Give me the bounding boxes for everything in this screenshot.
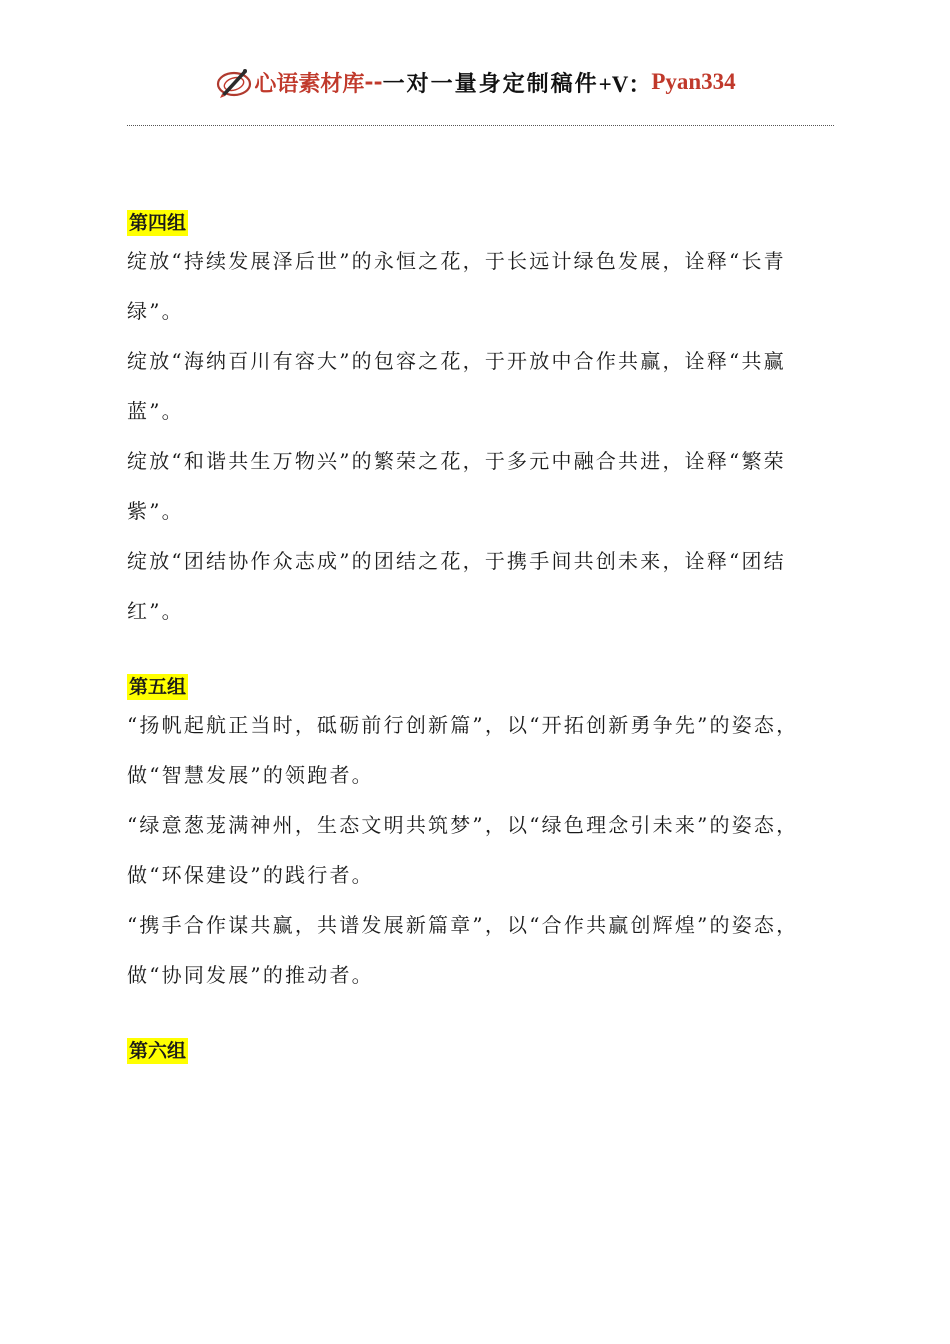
header-line (214, 64, 735, 100)
header-divider (127, 125, 834, 126)
paragraph: 绽放“团结协作众志成”的团结之花，于携手间共创未来，诠释“团结红”。 (127, 549, 786, 623)
section-title: 第四组 (129, 212, 187, 234)
document-body (127, 210, 837, 1064)
paragraph: 绽放“和谐共生万物兴”的繁荣之花，于多元中融合共进，诠释“繁荣紫”。 (127, 449, 786, 523)
header-dashes: -- (364, 69, 383, 95)
paragraph: “绿意葱茏满神州，生态文明共筑梦”，以“绿色理念引未来”的姿态，做“环保建设”的践行者。 (127, 813, 799, 887)
paragraph: “扬帆起航正当时，砥砺前行创新篇”，以“开拓创新勇争先”的姿态，做“智慧发展”的领跑者。 (127, 713, 799, 787)
section-title: 第六组 (129, 1040, 187, 1062)
header-tagline: 一对一量身定制稿件 (382, 70, 599, 97)
section-spacer (127, 1000, 837, 1038)
brand-name: 心语素材库 (254, 70, 365, 97)
paragraph: 绽放“持续发展泽后世”的永恒之花，于长远计绿色发展，诠释“长青绿”。 (127, 249, 786, 323)
paragraph: “携手合作谋共赢，共谱发展新篇章”，以“合作共赢创辉煌”的姿态，做“协同发展”的推动者。 (127, 913, 799, 987)
section-spacer (127, 636, 837, 674)
section-group-5 (127, 674, 837, 1000)
page-header (0, 62, 950, 102)
section-title: 第五组 (129, 676, 187, 698)
contact-id: Pyan334 (651, 69, 736, 94)
paragraph: 绽放“海纳百川有容大”的包容之花，于开放中合作共赢，诠释“共赢蓝”。 (127, 349, 786, 423)
contact-label: +V： (598, 71, 652, 97)
pen-swirl-logo-icon (214, 64, 254, 100)
section-group-4 (127, 210, 837, 636)
section-group-6 (127, 1038, 837, 1064)
